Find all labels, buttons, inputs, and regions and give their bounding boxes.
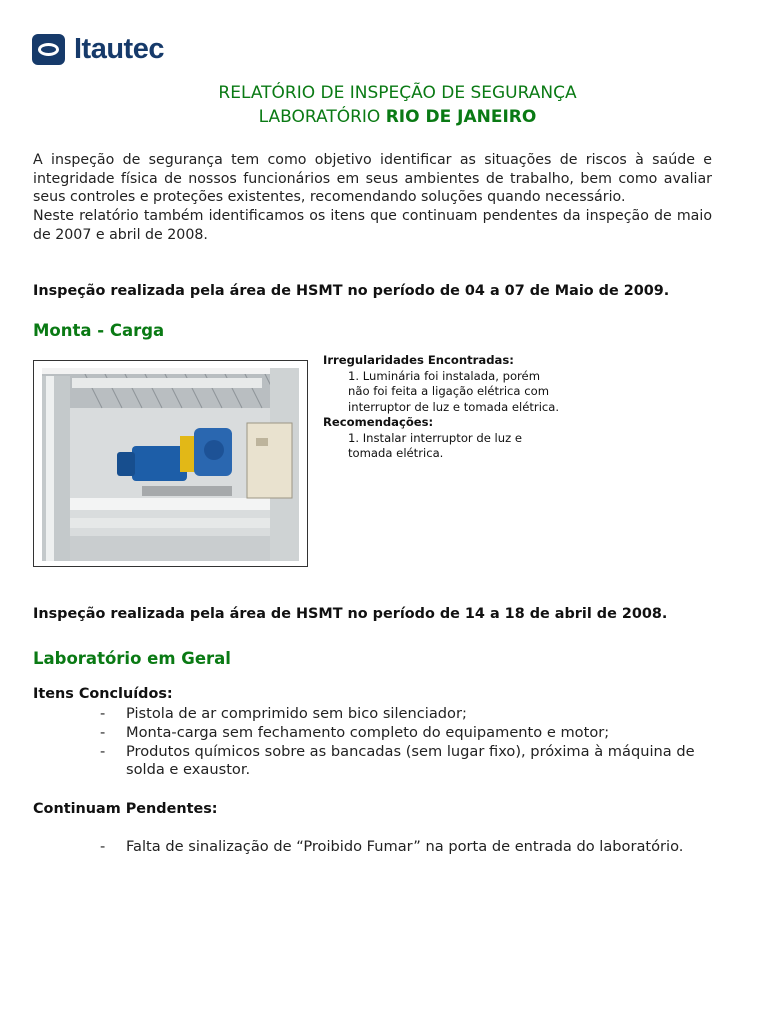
section-heading-laboratorio-geral: Laboratório em Geral (33, 649, 231, 668)
recommendation-item: 1. Instalar interruptor de luz e tomada elétrica. (348, 430, 523, 460)
monta-carga-photo (33, 360, 308, 567)
brand-name: Itautec (74, 33, 164, 65)
recommendations-list (323, 431, 563, 462)
monta-carga-findings (323, 353, 563, 462)
completed-items-list (100, 705, 720, 780)
irregularity-item: 1. Luminária foi instalada, porém não foi feita a ligação elétrica com interruptor de luz e tomada elétrica. (348, 368, 560, 414)
itautec-logo-icon (32, 34, 65, 65)
report-title: RELATÓRIO DE INSPEÇÃO DE SEGURANÇA (218, 83, 577, 103)
irregularities-list (323, 369, 563, 416)
irregularities-heading: Irregularidades Encontradas: (323, 353, 514, 367)
intro-paragraph-1: A inspeção de segurança tem como objetivo identificar as situações de riscos à saúde e integridade física de nossos funcionários em seus ambientes de trabalho, bem como avaliar seus controles e proteções existentes, recomendando soluções quando necessário. (33, 152, 712, 206)
list-item: - Falta de sinalização de “Proibido Fumar” na porta de entrada do laboratório. (100, 838, 684, 855)
completed-items-heading: Itens Concluídos: (33, 686, 173, 702)
intro-text (33, 151, 712, 245)
inspection-period-2008: Inspeção realizada pela área de HSMT no período de 14 a 18 de abril de 2008. (33, 606, 668, 622)
inspection-period-2009: Inspeção realizada pela área de HSMT no período de 04 a 07 de Maio de 2009. (33, 283, 670, 299)
section-heading-monta-carga: Monta - Carga (33, 321, 165, 340)
intro-paragraph-2: Neste relatório também identificamos os itens que continuam pendentes da inspeção de maio de 2007 e abril de 2008. (33, 208, 712, 243)
list-item: - Monta-carga sem fechamento completo do equipamento e motor; (100, 723, 610, 741)
report-subtitle: LABORATÓRIO RIO DE JANEIRO (258, 107, 537, 127)
itautec-logo (32, 33, 164, 66)
pending-items-heading: Continuam Pendentes: (33, 801, 218, 817)
motor-photo-illustration (42, 368, 299, 561)
recommendations-heading: Recomendações: (323, 415, 434, 429)
list-item: - Pistola de ar comprimido sem bico silenciador; (100, 705, 467, 722)
list-item: - Produtos químicos sobre as bancadas (sem lugar fixo), próxima à máquina de solda e exaustor. (100, 742, 695, 779)
pending-items-list (100, 838, 720, 857)
